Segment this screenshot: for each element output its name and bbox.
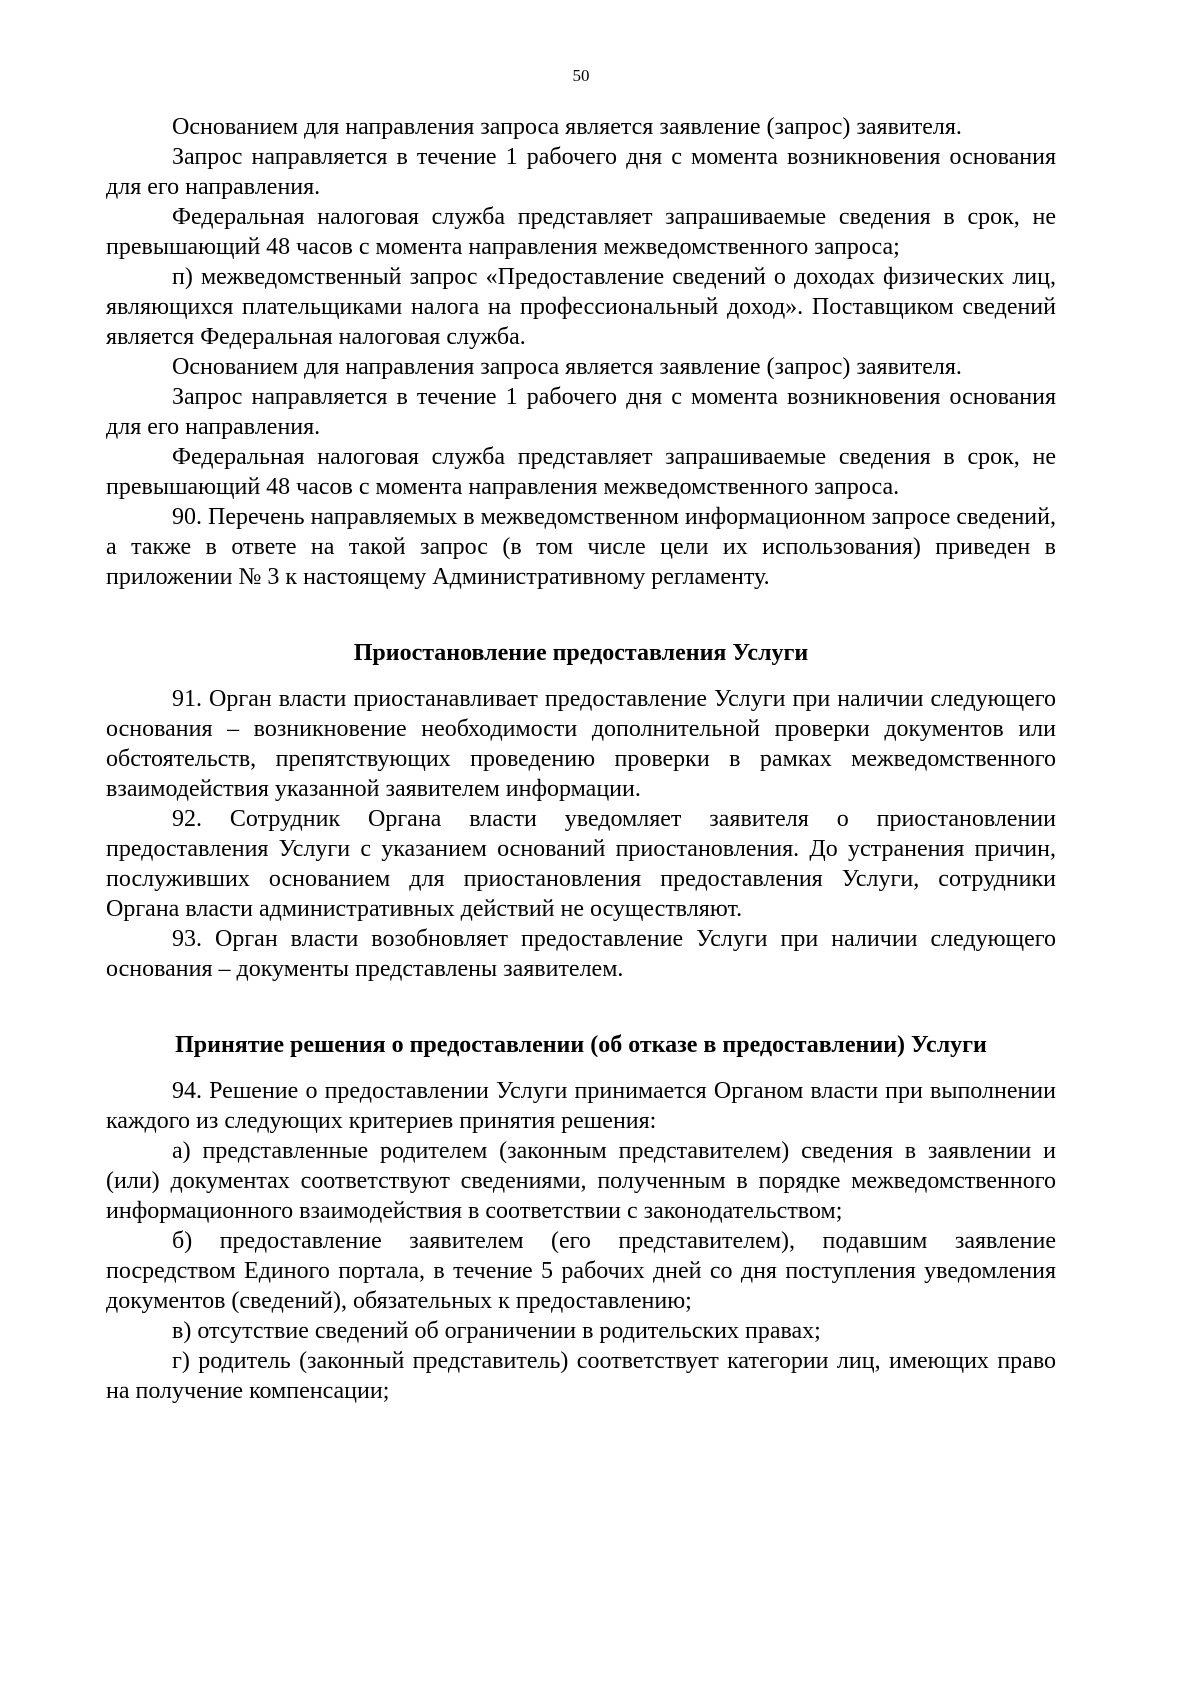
section-heading-suspension: Приостановление предоставления Услуги [353, 640, 809, 666]
section-heading-decision: Принятие решения о предоставлении (об отказе в предоставлении) Услуги [175, 1032, 987, 1058]
paragraph-93: 93. Орган власти возобновляет предоставление Услуги при наличии следующего основания – документы представлены заявителем. [106, 926, 1056, 982]
document-page [106, 0, 1056, 1558]
paragraph-request-timing: Запрос направляется в течение 1 рабочего дня с момента возникновения основания для его направления. [106, 144, 1056, 200]
paragraph-94-g: г) родитель (законный представитель) соответствует категории лиц, имеющих право на получение компенсации; [106, 1348, 1056, 1404]
paragraph-request-timing-2: Запрос направляется в течение 1 рабочего дня с момента возникновения основания для его направления. [106, 384, 1056, 440]
paragraph-fns-response-time-2: Федеральная налоговая служба представляет запрашиваемые сведения в срок, не превышающий 48 часов с момента направления межведомственного запроса. [106, 444, 1056, 500]
paragraph-item-p-income-request: п) межведомственный запрос «Предоставление сведений о доходах физических лиц, являющихся плательщиками налога на профессиональный доход». Поставщиком сведений является Федеральная налоговая служба. [106, 264, 1056, 350]
paragraph-request-basis: Основанием для направления запроса является заявление (запрос) заявителя. [172, 114, 962, 140]
paragraph-request-basis-2: Основанием для направления запроса является заявление (запрос) заявителя. [172, 354, 962, 380]
paragraph-94-b: б) предоставление заявителем (его представителем), подавшим заявление посредством Единого портала, в течение 5 рабочих дней со дня поступления уведомления документов (сведений), обязательных к предоставлению; [106, 1228, 1056, 1314]
document-body [106, 112, 1056, 1406]
paragraph-91: 91. Орган власти приостанавливает предоставление Услуги при наличии следующего основания – возникновение необходимости дополнительной проверки документов или обстоятельств, препятствующих проведению проверки в рамках межведомственного взаимодействия указанной заявителем информации. [106, 686, 1056, 802]
paragraph-90: 90. Перечень направляемых в межведомственном информационном запросе сведений, а также в ответе на такой запрос (в том числе цели их использования) приведен в приложении № 3 к настоящему Административному регламенту. [106, 504, 1056, 590]
paragraph-94-a: а) представленные родителем (законным представителем) сведения в заявлении и (или) документах соответствуют сведениями, полученным в порядке межведомственного информационного взаимодействия в соответствии с законодательством; [106, 1138, 1056, 1224]
paragraph-92: 92. Сотрудник Органа власти уведомляет заявителя о приостановлении предоставления Услуги с указанием оснований приостановления. До устранения причин, послуживших основанием для приостановления предоставления Услуги, сотрудники Органа власти административных действий не осуществляют. [106, 806, 1056, 922]
paragraph-fns-response-time: Федеральная налоговая служба представляет запрашиваемые сведения в срок, не превышающий 48 часов с момента направления межведомственного запроса; [106, 204, 1056, 260]
page-number: 50 [572, 66, 590, 85]
paragraph-94-v: в) отсутствие сведений об ограничении в родительских правах; [172, 1318, 821, 1344]
paragraph-94: 94. Решение о предоставлении Услуги принимается Органом власти при выполнении каждого из следующих критериев принятия решения: [106, 1078, 1056, 1134]
